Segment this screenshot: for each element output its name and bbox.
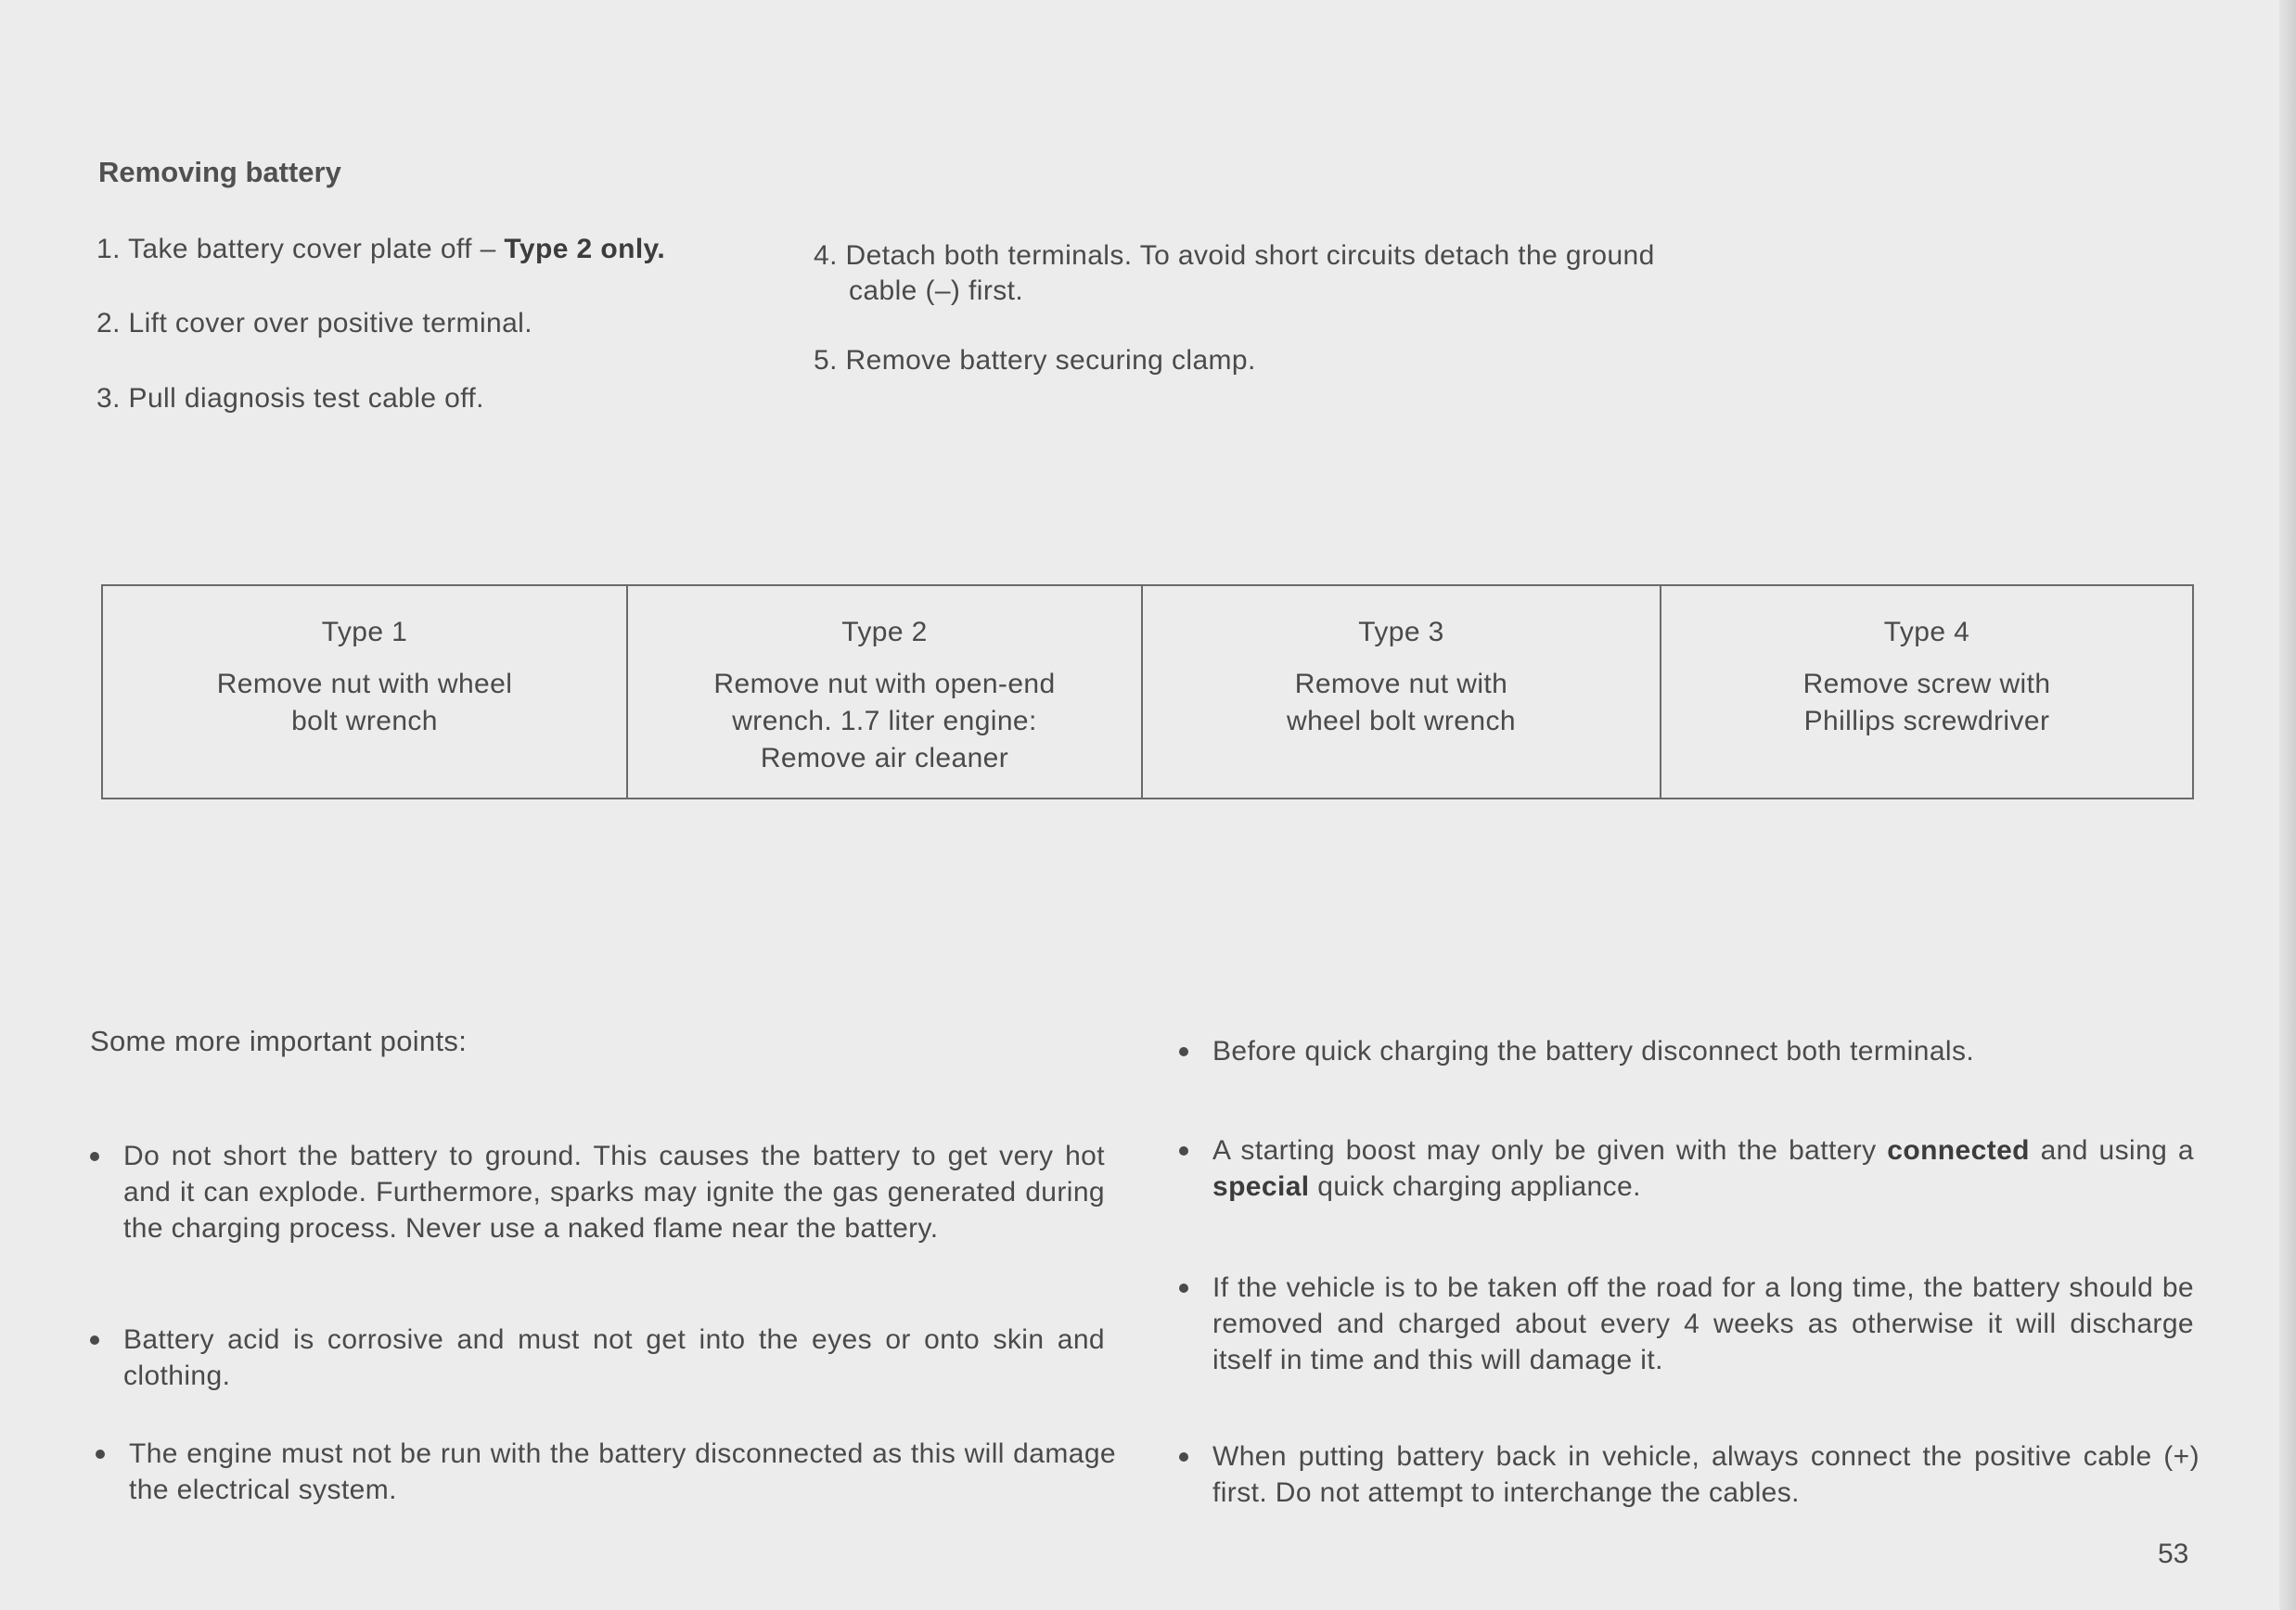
bullet-icon: [96, 1450, 105, 1459]
type-1-cell: [102, 585, 627, 799]
type-1-name: Type 1: [321, 617, 408, 647]
type-3-line: Remove nut with: [1294, 669, 1508, 699]
type-4-line: Phillips screwdriver: [1803, 706, 2050, 736]
type-2-line: wrench. 1.7 liter engine:: [732, 706, 1037, 736]
bullet-text: The engine must not be run with the battery disconnected as this will damage the electrical system.: [129, 1438, 1116, 1505]
step-5: 5. Remove battery securing clamp.: [814, 345, 1256, 376]
type-3-name: Type 3: [1358, 617, 1444, 647]
bullet-point: [1179, 1270, 2194, 1378]
step-1-text: 1. Take battery cover plate off –: [96, 234, 505, 264]
step-1-emphasis: Type 2 only.: [504, 234, 666, 264]
bullet-point: [96, 1436, 1116, 1508]
bullet-text: [1179, 1132, 2194, 1205]
type-1-line: bolt wrench: [291, 706, 438, 736]
battery-types-table: [101, 584, 2194, 799]
type-2-line: Remove nut with open-end: [713, 669, 1056, 699]
page-binding-edge: [2279, 0, 2296, 1610]
type-4-name: Type 4: [1883, 617, 1970, 647]
bullet-text: Battery acid is corrosive and must not get into the eyes or onto skin and clothing.: [123, 1324, 1105, 1391]
bullet-icon: [1179, 1047, 1188, 1056]
step-4-line2: cable (–) first.: [849, 275, 1024, 306]
bullet-emphasis: special: [1212, 1171, 1310, 1202]
bullet-text-part: and using a: [2029, 1135, 2194, 1166]
bullet-text: Do not short the battery to ground. This causes the battery to get very hot and it can explode. Furthermore, sparks may ignite the gas generated during the charging process. Never use a naked flame near the battery.: [123, 1141, 1105, 1244]
type-2-cell: [627, 585, 1142, 799]
bullet-point: [1179, 1438, 2200, 1511]
bullet-icon: [1179, 1452, 1188, 1462]
type-4-line: Remove screw with: [1802, 669, 2051, 699]
bullet-icon: [1179, 1284, 1188, 1293]
page-number: 53: [2158, 1539, 2189, 1569]
bullet-emphasis: connected: [1887, 1135, 2030, 1166]
type-4-cell: [1661, 585, 2193, 799]
bullet-icon: [90, 1335, 99, 1345]
bullet-text-part: A starting boost may only be given with the battery: [1212, 1135, 1888, 1166]
bullet-point: [90, 1138, 1105, 1246]
bullet-icon: [90, 1152, 99, 1161]
type-2-name: Type 2: [841, 617, 928, 647]
points-title: Some more important points:: [90, 1025, 468, 1057]
step-1: [96, 232, 665, 267]
bullet-icon: [1179, 1146, 1188, 1156]
bullet-point: [90, 1322, 1105, 1394]
step-4: [814, 238, 1655, 309]
bullet-text-part: quick charging appliance.: [1309, 1171, 1641, 1202]
bullet-text: Before quick charging the battery disconnect both terminals.: [1212, 1036, 1975, 1067]
table-row: [102, 585, 2193, 799]
bullet-point: [1179, 1132, 2194, 1205]
bullet-point: [1179, 1033, 2200, 1069]
step-2: 2. Lift cover over positive terminal.: [96, 308, 532, 339]
bullet-text: When putting battery back in vehicle, always connect the positive cable (+) first. Do not attempt to interchange the cables.: [1212, 1441, 2200, 1508]
step-3: 3. Pull diagnosis test cable off.: [96, 383, 484, 414]
step-4-line1: 4. Detach both terminals. To avoid short circuits detach the ground: [814, 240, 1655, 271]
section-heading: Removing battery: [98, 156, 341, 188]
bullet-text: If the vehicle is to be taken off the road for a long time, the battery should be removed and charged about every 4 weeks as otherwise it will discharge itself in time and this will damage it.: [1212, 1272, 2194, 1375]
type-3-line: wheel bolt wrench: [1287, 706, 1516, 736]
type-1-line: Remove nut with wheel: [216, 669, 513, 699]
type-2-line: Remove air cleaner: [760, 743, 1009, 773]
type-3-cell: [1142, 585, 1661, 799]
